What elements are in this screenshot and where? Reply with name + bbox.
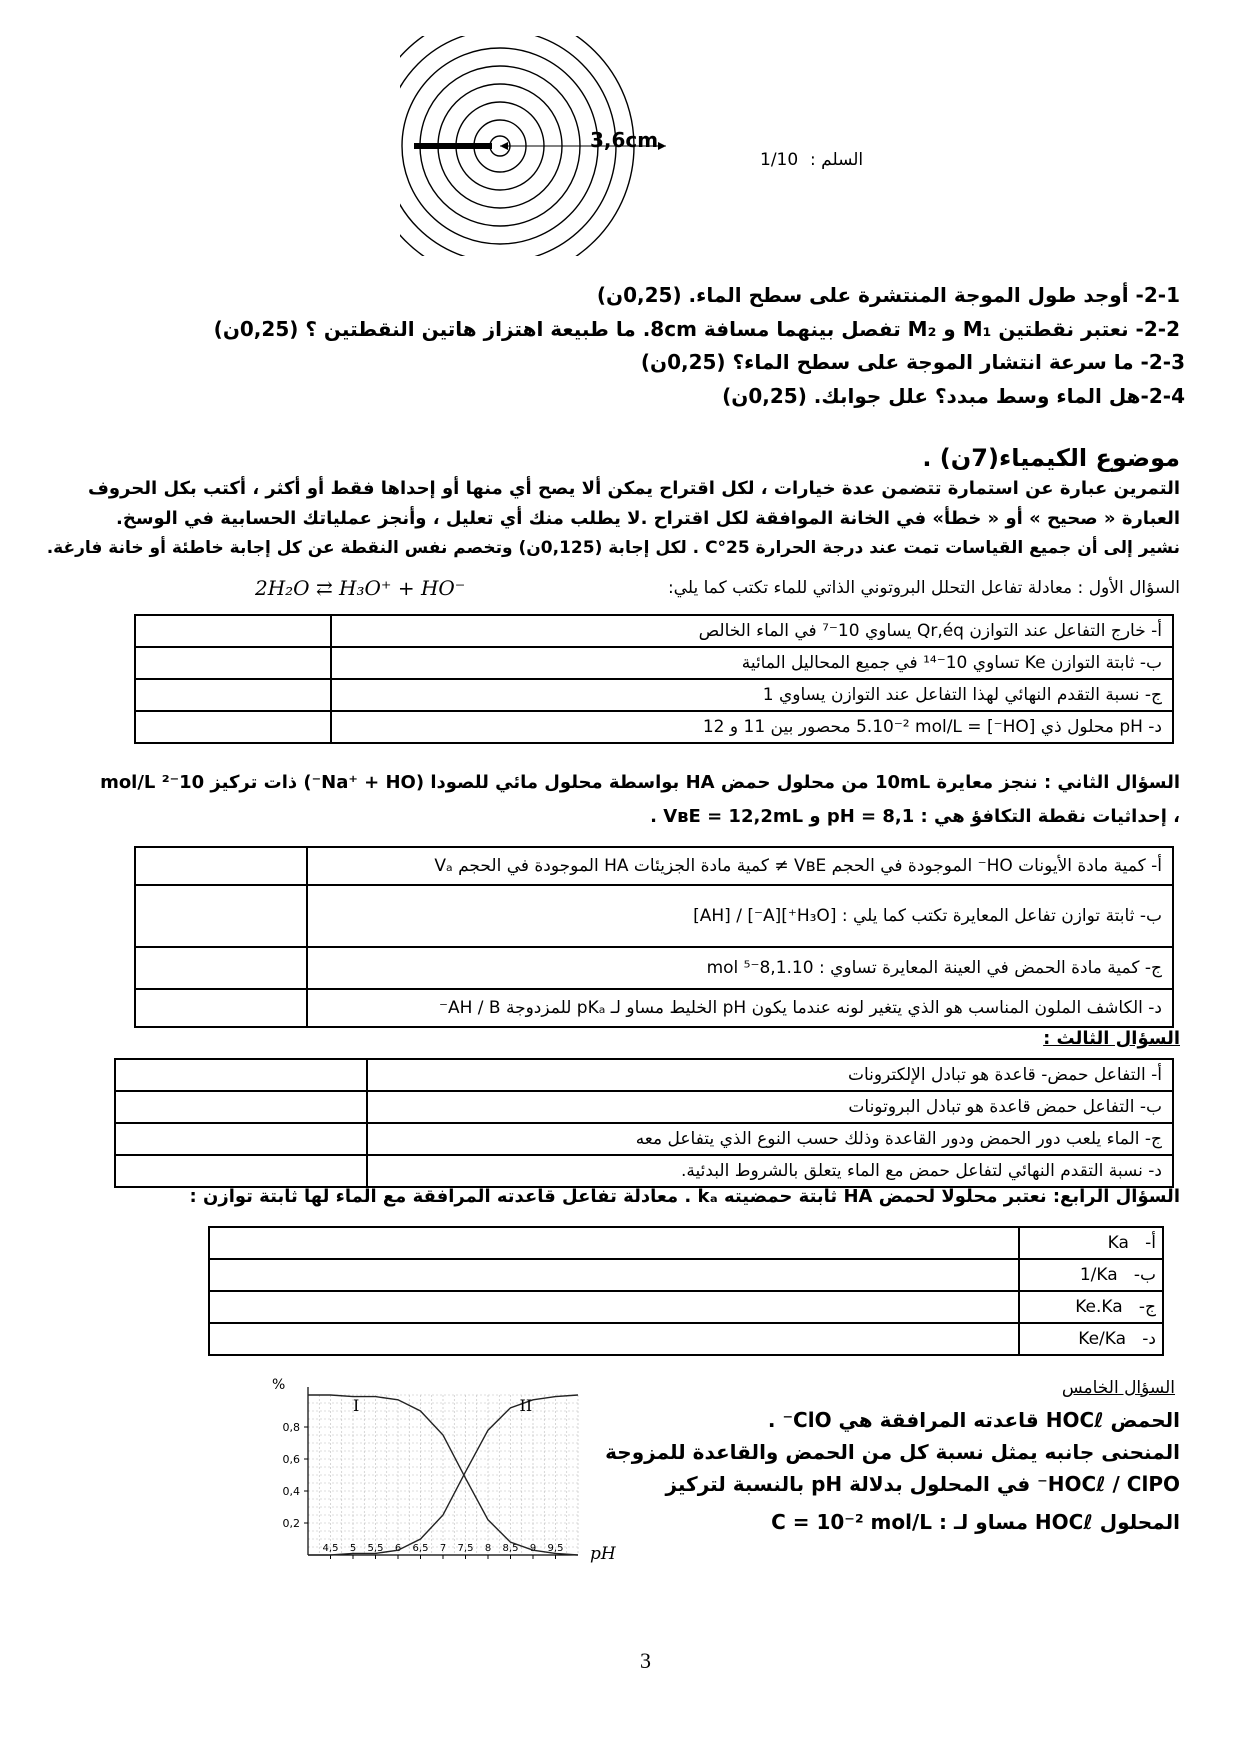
series-1-label: I [353,1396,360,1415]
question-2-answer-a[interactable] [135,847,307,885]
question-5-title: السؤال الخامس [1061,1378,1175,1398]
x-axis-label: pH [590,1544,616,1564]
question-2-table [134,846,1174,1028]
question-3-row-d: د- نسبة التقدم النهائي لتفاعل حمض مع الماء يتعلق بالشروط البدئية. [367,1155,1173,1187]
question-2-row-c: ج- كمية مادة الحمض في العينة المعايرة تساوي : 8,1.10⁻⁵ mol [307,947,1173,989]
question-2-answer-d[interactable] [135,989,307,1027]
question-3-row-a: أ- التفاعل حمض- قاعدة هو تبادل الإلكترونات [367,1059,1173,1091]
question-4-option-d: د- Ke/Ka [1019,1323,1163,1355]
water-autoprotolysis-equation: 2H₂O ⇄ H₃O⁺ + HO⁻ [255,576,466,600]
x-tick-label: 8,5 [502,1543,519,1554]
question-5-line-4: المحلول HOCℓ مساو لـ : C = 10⁻² mol/L [771,1510,1180,1534]
physics-question-4: 2-4-هل الماء وسط مبدد؟ علل جوابك. (0,25ن) [722,384,1185,408]
question-4-answer-b[interactable] [209,1259,1019,1291]
chemistry-intro-3: نشير إلى أن جميع القياسات تمت عند درجة الحرارة 25°C . لكل إجابة (0,125ن) وتخصم نفس النقطة عن كل إجابة خاطئة أو خانة فارغة. [46,538,1180,558]
question-4-answer-d[interactable] [209,1323,1019,1355]
question-3-table [114,1058,1174,1188]
x-tick-label: 6,5 [412,1543,429,1554]
physics-question-2: 2-2- نعتبر نقطتين M₁ و M₂ تفصل بينهما مسافة 8cm. ما طبيعة اهتزاز هاتين النقطتين ؟ (0,25ن) [213,317,1180,341]
x-tick-label: 9 [529,1543,537,1554]
question-2-row-b: ب- ثابتة توازن تفاعل المعايرة تكتب كما يلي : [H₃O⁺][A⁻] / [AH] [307,885,1173,947]
chemistry-intro-1: التمرين عبارة عن استمارة تتضمن عدة خيارات ، لكل اقتراح يمكن ألا يصح أي منها أو إحداها فقط أو أكثر ، أكتب بكل الحروف [87,478,1180,499]
question-2-answer-c[interactable] [135,947,307,989]
x-tick-label: 5 [349,1543,357,1554]
question-4-answer-a[interactable] [209,1227,1019,1259]
question-1-answer-b[interactable] [135,647,331,679]
question-5-line-2: المنحنى جانبه يمثل نسبة كل من الحمض والقاعدة للمزوجة [605,1440,1180,1464]
question-3-answer-a[interactable] [115,1059,367,1091]
question-3-answer-c[interactable] [115,1123,367,1155]
question-1-answer-c[interactable] [135,679,331,711]
question-4-option-a: أ- Ka [1019,1227,1163,1259]
y-tick-label: 0,6 [282,1453,300,1466]
question-3-row-c: ج- الماء يلعب دور الحمض ودور القاعدة وذلك حسب النوع الذي يتفاعل معه [367,1123,1173,1155]
y-axis-label: % [272,1377,286,1393]
physics-question-1: 2-1- أوجد طول الموجة المنتشرة على سطح الماء. (0,25ن) [596,283,1180,307]
x-tick-label: 6 [394,1543,402,1554]
question-2-answer-b[interactable] [135,885,307,947]
question-1-title: السؤال الأول : معادلة تفاعل التحلل البروتوني الذاتي للماء تكتب كما يلي: [667,578,1180,598]
x-tick-label: 9,5 [547,1543,564,1554]
series-2-label: II [519,1396,533,1415]
question-1-row-c: ج- نسبة التقدم النهائي لهذا التفاعل عند التوازن يساوي 1 [331,679,1173,711]
x-tick-label: 7,5 [457,1543,474,1554]
question-2-title: السؤال الثاني : ننجز معايرة 10mL من محلول حمض HA بواسطة محلول مائي للصودا (Na⁺ + HO⁻) ذات تركيز 10⁻² mol/L [100,772,1180,793]
question-1-row-a: أ- خارج التفاعل عند التوازن Qr,éq يساوي 10⁻⁷ في الماء الخالص [331,615,1173,647]
chemistry-title: موضوع الكيمياء(7ن) . [922,444,1180,472]
question-4-title: السؤال الرابع: نعتبر محلولا لحمض HA ثابتة حمضيته kₐ . معادلة تفاعل قاعدته المرافقة مع الماء لها ثابتة توازن : [189,1186,1180,1207]
x-tick-label: 5,5 [367,1543,384,1554]
y-tick-label: 0,2 [282,1517,300,1530]
scale-value: 1/10 [760,150,799,170]
question-4-option-c: ج- Ke.Ka [1019,1291,1163,1323]
question-5-line-3: HOCℓ / ClPO⁻ في المحلول بدلالة pH بالنسبة لتركيز [665,1472,1180,1496]
chemistry-intro-2: العبارة « صحيح » أو « خطأ» في الخانة الموافقة لكل اقتراح .لا يطلب منك أي تعليل ، وأنجز عملياتك الحسابية في الوسخ. [116,508,1180,529]
question-1-table [134,614,1174,744]
question-4-table [208,1226,1164,1356]
question-3-answer-b[interactable] [115,1091,367,1123]
question-2-row-a: أ- كمية مادة الأيونات HO⁻ الموجودة في الحجم VʙE ≠ كمية مادة الجزيئات HA الموجودة في الحجم Vₐ [307,847,1173,885]
scale-label: السلم : [810,150,864,170]
x-tick-label: 8 [484,1543,492,1554]
question-4-option-b: ب- 1/Ka [1019,1259,1163,1291]
question-2-row-d: د- الكاشف الملون المناسب هو الذي يتغير لونه عندما يكون pH الخليط مساو لـ pKₐ للمزدوجة AH / B⁻ [307,989,1173,1027]
distance-label: 3,6cm [590,128,659,152]
question-1-row-b: ب- ثابتة التوازن Ke تساوي 10⁻¹⁴ في جميع المحاليل المائية [331,647,1173,679]
question-1-row-d: د- pH محلول ذي [HO⁻] = 5.10⁻² mol/L محصور بين 11 و 12 [331,711,1173,743]
distribution-chart [260,1375,620,1585]
question-1-answer-a[interactable] [135,615,331,647]
question-3-answer-d[interactable] [115,1155,367,1187]
question-3-row-b: ب- التفاعل حمض قاعدة هو تبادل البروتونات [367,1091,1173,1123]
page-number: 3 [640,1648,651,1673]
y-tick-label: 0,8 [282,1421,300,1434]
x-tick-label: 7 [439,1543,447,1554]
question-4-answer-c[interactable] [209,1291,1019,1323]
x-tick-label: 4,5 [322,1543,339,1554]
y-tick-label: 0,4 [282,1485,300,1498]
question-1-answer-d[interactable] [135,711,331,743]
question-2-subtitle: ، إحداثيات نقطة التكافؤ هي : pH = 8,1 و VʙE = 12,2mL . [650,806,1180,827]
question-3-title: السؤال الثالث : [1043,1028,1180,1049]
question-5-line-1: الحمض HOCℓ قاعدته المرافقة هي ClO⁻ . [767,1408,1180,1432]
physics-question-3: 2-3- ما سرعة انتشار الموجة على سطح الماء؟ (0,25ن) [640,350,1185,374]
